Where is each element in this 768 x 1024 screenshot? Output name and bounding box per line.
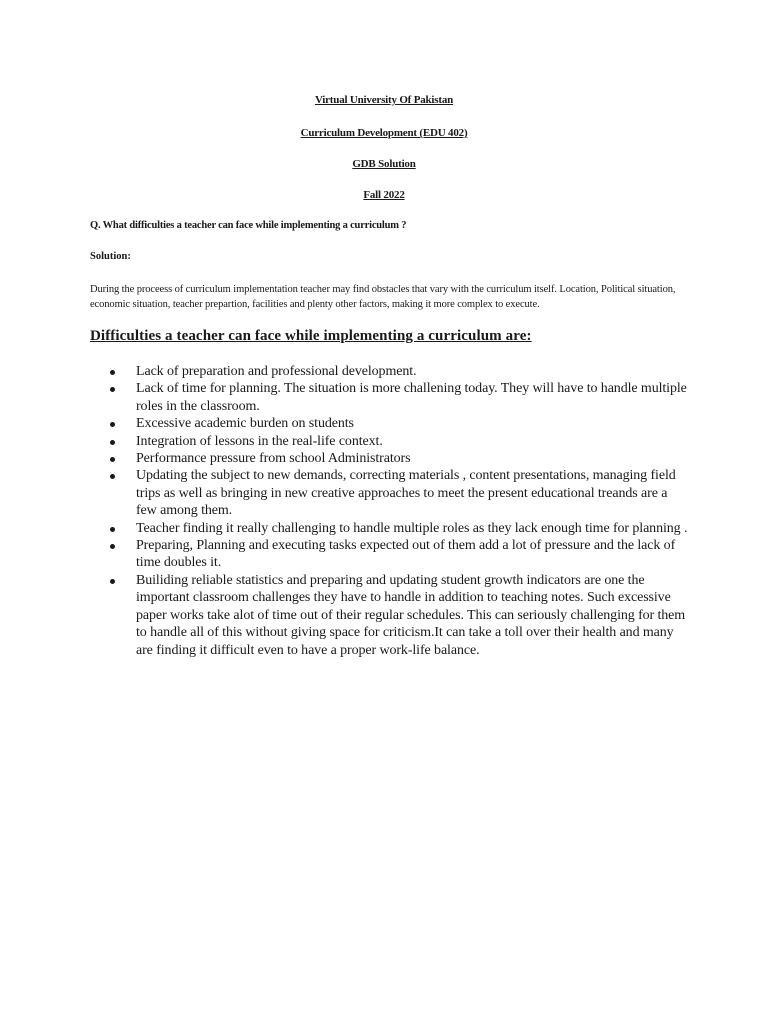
list-item <box>110 415 690 432</box>
bullet-icon <box>110 440 115 445</box>
university-title: Virtual University Of Pakistan <box>314 94 454 106</box>
bullet-icon <box>110 422 115 427</box>
difficulties-heading: Difficulties a teacher can face while implementing a curriculum are: <box>90 328 532 344</box>
bullet-icon <box>110 544 115 549</box>
bullet-icon <box>110 474 115 479</box>
list-item <box>110 450 690 467</box>
bullet-icon <box>110 457 115 462</box>
solution-label: Solution: <box>90 251 131 262</box>
list-item-text: Excessive academic burden on students <box>136 416 354 432</box>
list-item-text: Teacher finding it really challenging to handle multiple roles as they lack enough time for planning . <box>136 520 688 536</box>
bullet-icon <box>110 370 115 375</box>
list-item <box>110 520 690 537</box>
list-item-text: Lack of time for planning. The situation is more challening today. They will have to handle multiple roles in the classroom. <box>136 381 687 414</box>
list-item-text: Preparing, Planning and executing tasks expected out of them add a lot of pressure and the lack of time doubles it. <box>136 538 676 571</box>
list-item-text: Updating the subject to new demands, correcting materials , content presentations, managing field trips as well as bringing in new creative approaches to meet the present educational treands are a few among them. <box>136 468 676 519</box>
bullet-icon <box>110 387 115 392</box>
course-title: Curriculum Development (EDU 402) <box>300 127 468 139</box>
question: Q. What difficulties a teacher can face while implementing a curriculum ? <box>90 220 407 231</box>
list-item <box>110 467 690 519</box>
list-item-text: Builiding reliable statistics and preparing and updating student growth indicators are one the important classroom challenges they have to handle in addition to teaching notes. Such excessive paper works take alot of time out of their regular schedules. This can seriously challenging for them to handle all of this without giving space for criticism.It can take a toll over their health and many are finding it difficult even to have a proper work-life balance. <box>136 572 686 658</box>
document-type: GDB Solution <box>352 158 416 170</box>
bullet-icon <box>110 527 115 532</box>
list-item-text: Integration of lessons in the real-life context. <box>136 433 383 449</box>
list-item-text: Performance pressure from school Administrators <box>136 451 411 467</box>
term: Fall 2022 <box>363 189 405 201</box>
list-item <box>110 572 690 659</box>
bullet-icon <box>110 579 115 584</box>
list-item <box>110 537 690 572</box>
list-item-text: Lack of preparation and professional development. <box>136 364 417 379</box>
list-item <box>110 433 690 450</box>
list-item <box>110 363 690 380</box>
difficulties-list <box>110 363 690 659</box>
intro-paragraph: During the proceess of curriculum implementation teacher may find obstacles that vary with the curriculum itself. Location, Political situation, economic situation, teacher prepartion, facilities and plenty other factors, making it more complex to execute. <box>90 284 676 310</box>
list-item <box>110 380 690 415</box>
